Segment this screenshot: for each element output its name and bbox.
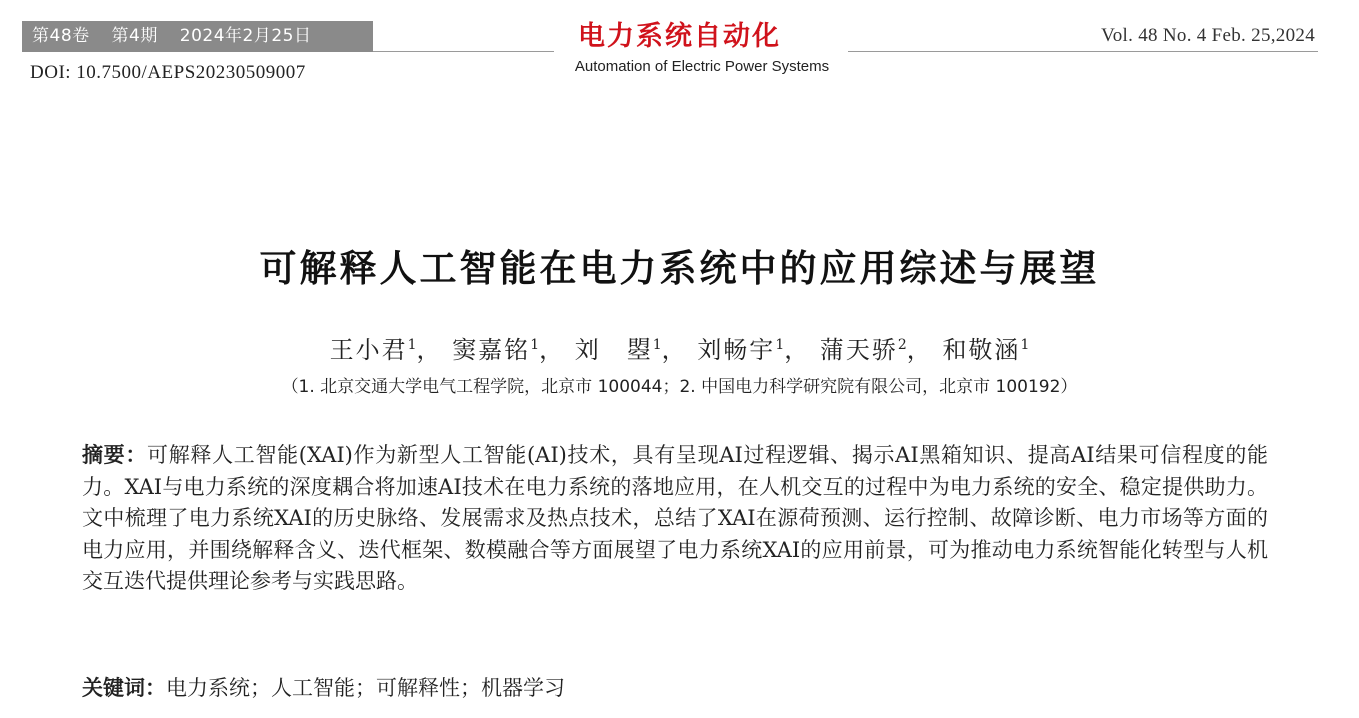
abstract [82,440,1268,598]
abstract-text: 可解释人工智能(XAI)作为新型人工智能(AI)技术，具有呈现AI过程逻辑、揭示AI黑箱知识、提高AI结果可信程度的能力。XAI与电力系统的深度耦合将加速AI技术在电力系统的落地应用，在人机交互的过程中为电力系统的安全、稳定提供助力。文中梳理了电力系统XAI的历史脉络、发展需求及热点技术，总结了XAI在源荷预测、运行控制、故障诊断、电力市场等方面的电力应用，并围绕解释含义、迭代框架、数模融合等方面展望了电力系统XAI的应用前景，可为推动电力系统智能化转型与人机交互迭代提供理论参考与实践思路。 [82,443,1268,593]
paper-title: 可解释人工智能在电力系统中的应用综述与展望 [259,247,1100,290]
keywords [82,672,1268,702]
affiliations: （1. 北京交通大学电气工程学院，北京市 100044；2. 中国电力科学研究院有限公司，北京市 100192） [281,377,1078,397]
author: 窦嘉铭$^1$ [452,336,540,364]
journal-logo-title: 电力系统自动化 [578,21,781,52]
date-label: 2024年2月25日 [179,26,312,46]
journal-english-name: Automation of Electric Power Systems [574,58,830,75]
issue-label: 第4期 [111,26,158,46]
author: 刘畅宇$^1$ [697,336,785,364]
volume-english: Vol. 48 No. 4 Feb. 25,2024 [1101,25,1315,46]
doi: DOI: 10.7500/AEPS20230509007 [30,62,306,83]
keywords-text: 电力系统；人工智能；可解释性；机器学习 [166,676,565,700]
author: 刘 曌$^1$ [574,336,662,364]
author: 蒲天骄$^2$ [819,336,907,364]
abstract-label: 摘要： [82,443,148,467]
volume-label: 第48卷 [32,26,90,46]
author: 和敬涵$^1$ [942,336,1030,364]
keywords-label: 关键词： [82,676,166,700]
author: 王小君$^1$ [329,336,417,364]
author-list: 王小君$^1$， 窦嘉铭$^1$， 刘 曌$^1$， 刘畅宇$^1$， 蒲天骄$^2$， 和敬涵$^1$ [329,336,1030,364]
